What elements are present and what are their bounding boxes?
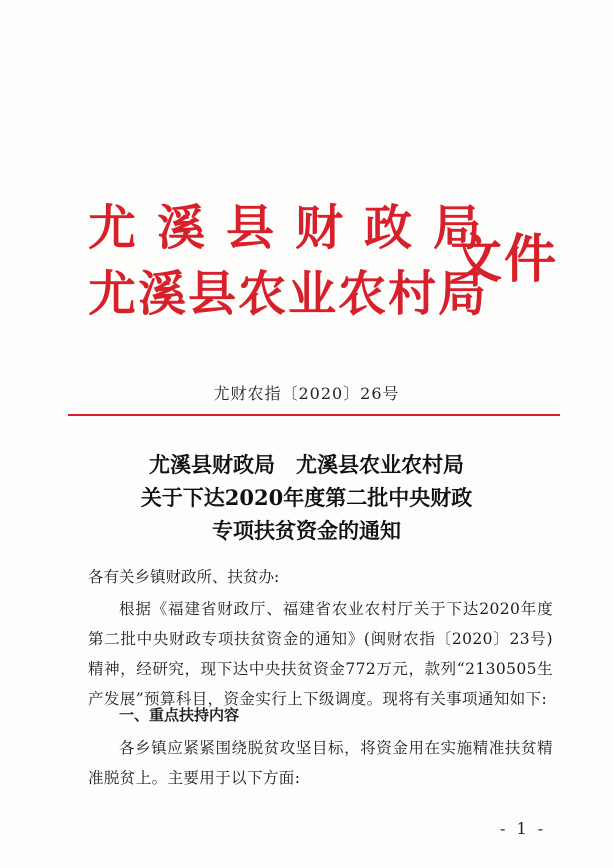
body-paragraph-1: 根据《福建省财政厅、福建省农业农村厅关于下达2020年度第二批中央财政专项扶贫资金的通知》(闽财农指〔2020〕23号)精神，经研究，现下达中央扶贫资金772万元，款列“2130505生产发展”预算科目，资金实行上下级调度。现将有关事项通知如下: [88, 600, 553, 708]
salutation: 各有关乡镇财政所、扶贫办: [88, 568, 280, 586]
issuer-agriculture-bureau: 尤溪县农业农村局 [88, 266, 489, 322]
section-heading-1: 一、重点扶持内容 [119, 706, 240, 724]
red-separator-line [68, 414, 560, 416]
title-line-2: 关于下达2020年度第二批中央财政 [140, 485, 473, 510]
body-paragraph-2: 各乡镇应紧紧围绕脱贫攻坚目标，将资金用在实施精准扶贫精准脱贫上。主要用于以下方面: [88, 739, 553, 787]
page-number: - 1 - [500, 819, 547, 838]
title-line-3: 专项扶贫资金的通知 [212, 518, 401, 543]
issuer-finance-bureau: 尤溪县财政局 [88, 200, 503, 256]
document-type-label: 文件 [450, 230, 559, 290]
document-title [0, 448, 613, 547]
red-header [88, 200, 559, 330]
title-line-1: 尤溪县财政局 尤溪县农业农村局 [149, 452, 464, 477]
document-number: 尤财农指〔2020〕26号 [213, 384, 400, 403]
